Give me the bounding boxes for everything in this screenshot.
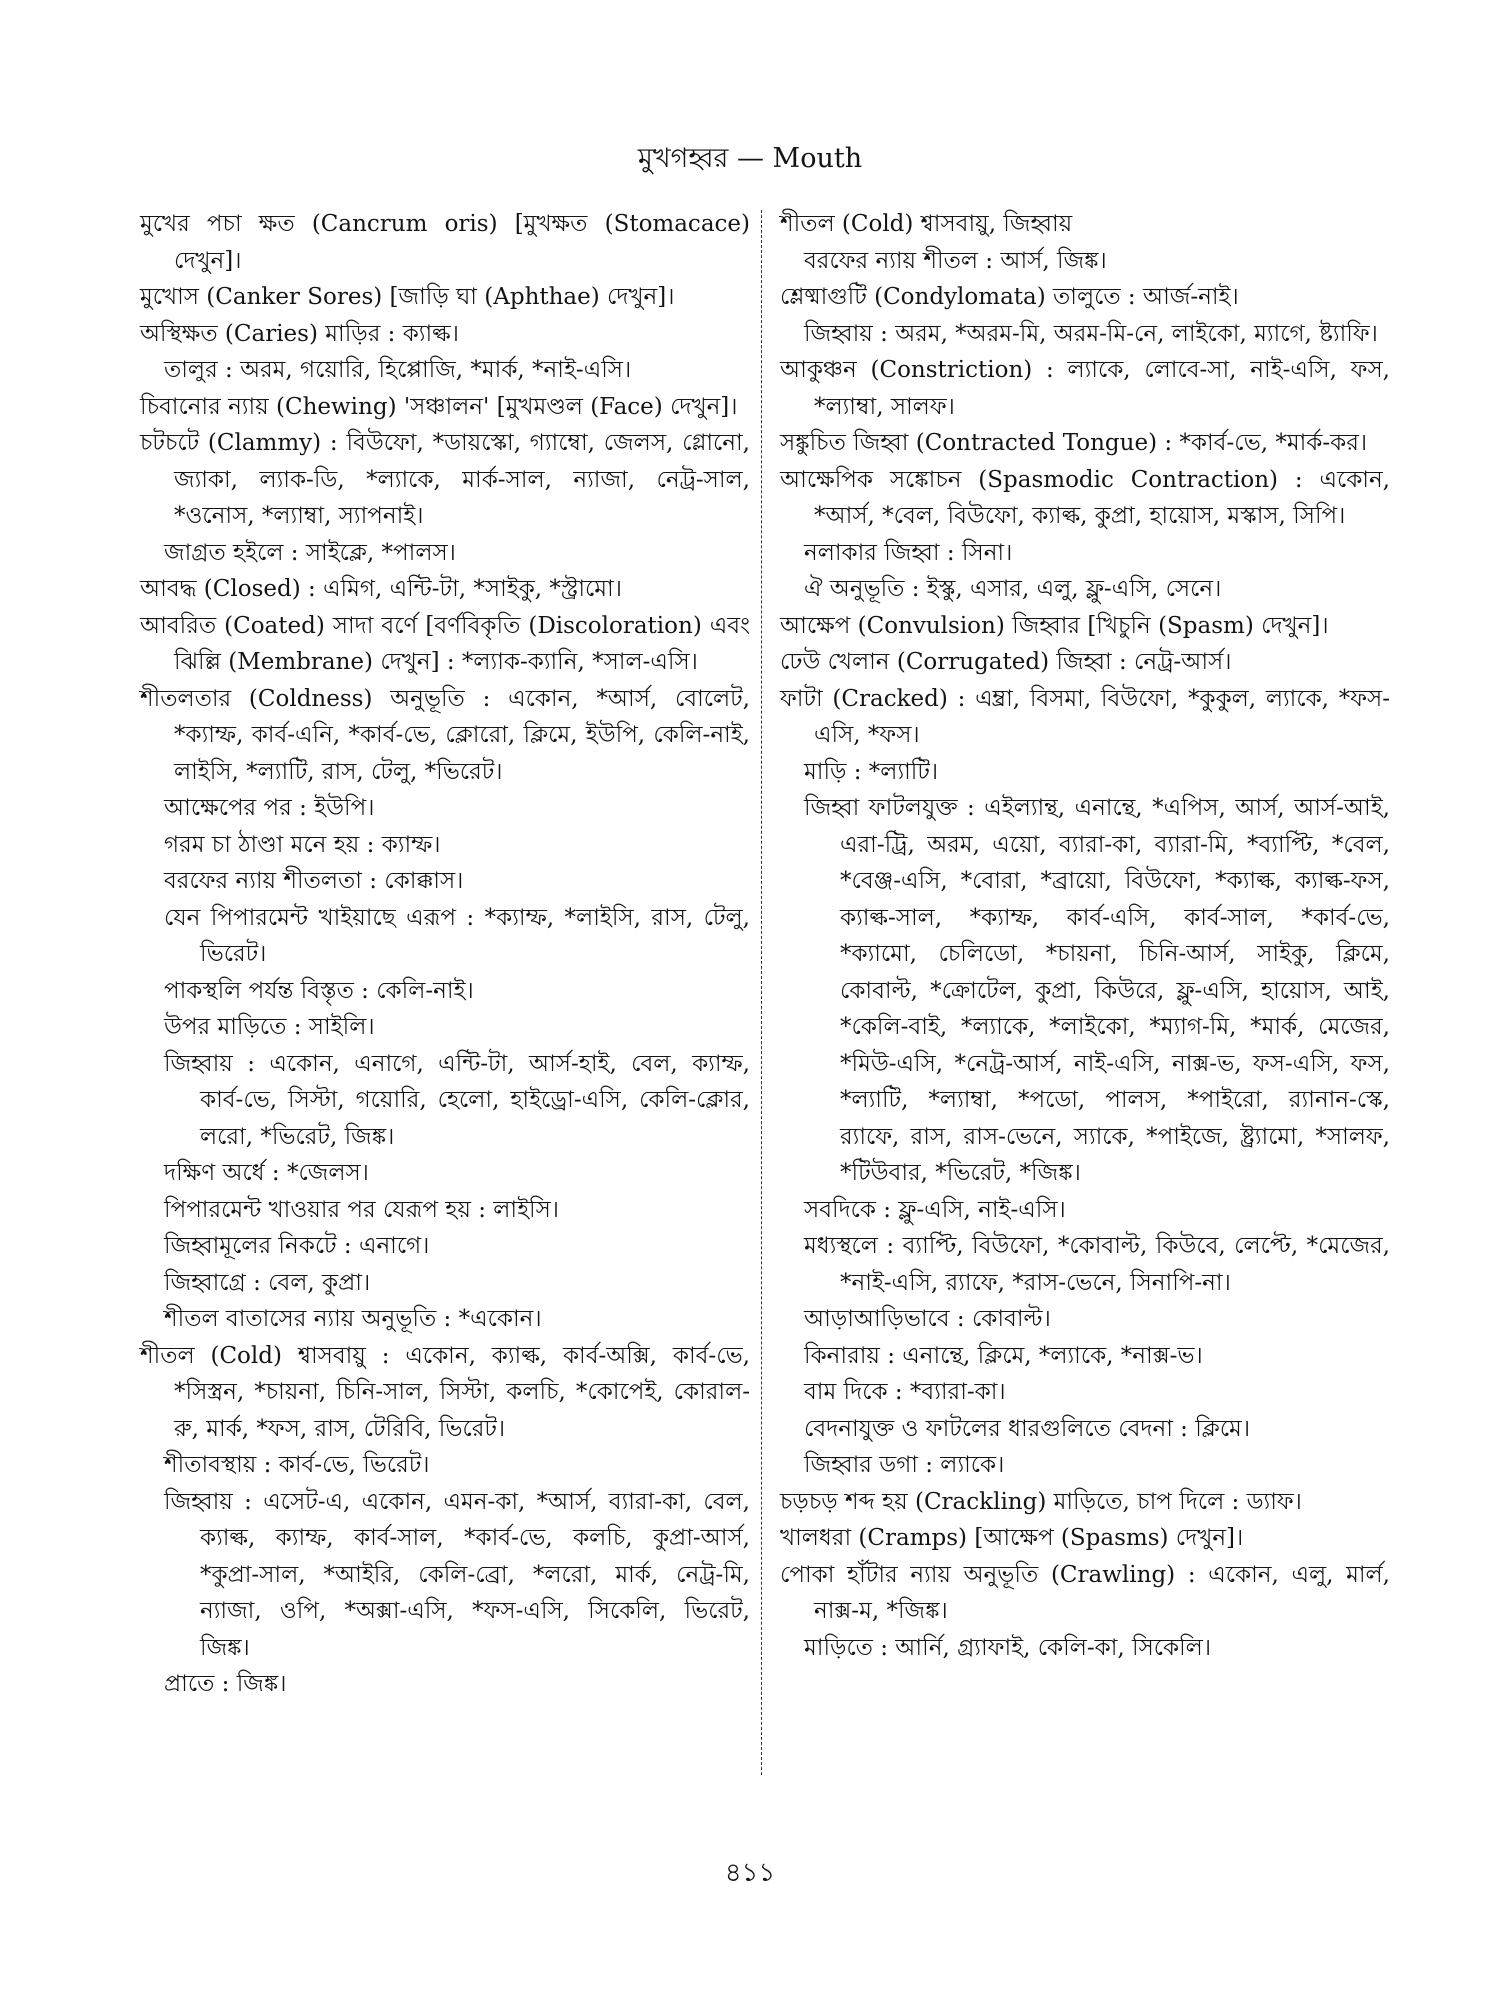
sub-entry: বাম দিকে : *ব্যারা-কা। xyxy=(804,1379,1006,1405)
sub-entry: পিপারমেন্ট খাওয়ার পর যেরূপ হয় : লাইসি। xyxy=(164,1196,560,1223)
page-number: ৪১১ xyxy=(724,1858,776,1888)
column-divider xyxy=(761,210,762,1775)
sub-entry: শীতল বাতাসের ন্যায় অনুভূতি : *একোন। xyxy=(164,1306,542,1332)
sub-entry: জিহ্বায় : একোন, এনাগে, এন্টি-টা, আর্স-হাই, বেল, ক্যাম্ফ, কার্ব-ভে, সিস্টা, গয়োরি, হেলো, হাইড্রো-এসি, কেলি-ক্লোর, লরো, *ভিরেট, জিঙ্ক। xyxy=(164,1050,750,1150)
rubric-entry: আক্ষেপিক সঙ্কোচন (Spasmodic Contraction) : একোন, *আর্স, *বেল, বিউফো, ক্যাল্ক, কুপ্রা, হায়োস, মস্কাস, সিপি। xyxy=(780,466,1390,529)
sub-entry: জিহ্বাগ্রে : বেল, কুপ্রা। xyxy=(164,1269,371,1296)
rubric-entry: অস্থিক্ষত (Caries) মাড়ির : ক্যাল্ক। xyxy=(140,320,459,347)
sub-entry: জিহ্বা ফাটলযুক্ত : এইল্যান্থ, এনান্থে, *এপিস, আর্স, আর্স-আই, এরা-ট্রি, অরম, এয়ো, ব্যারা-কা, ব্যারা-মি, *ব্যাপ্টি, *বেল, *বেঞ্জ-এসি, *বোরা, *ব্রায়ো, বিউফো, *ক্যাল্ক, ক্যাল্ক-ফস, ক্যাল্ক-সাল, *ক্যাম্ফ, কার্ব-এসি, কার্ব-সাল, *কার্ব-ভে, *ক্যামো, চেলিডো, *চায়না, চিনি-আর্স, সাইকু, ক্লিমে, কোবাল্ট, *ক্রোটেল, কুপ্রা, কিউরে, ফ্লু-এসি, হায়োস, আই, *কেলি-বাই, *ল্যাকে, *লাইকো, *ম্যাগ-মি, *মার্ক, মেজের, *মিউ-এসি, *নেট্র-আর্স, নাই-এসি, নাক্স-ভ, ফস-এসি, ফস, *ল্যাটি, *ল্যাম্বা, *পডো, পালস, *পাইরো, র‍্যানান-স্কে, র‍্যাফে, রাস, রাস-ভেনে, স্যাকে, *পাইজে, ষ্ট্র্যামো, *সালফ, *টিউবার, *ভিরেট, *জিঙ্ক। xyxy=(804,795,1390,1186)
sub-entry: তালুর : অরম, গয়োরি, হিপ্পোজি, *মার্ক, *নাই-এসি। xyxy=(164,357,632,383)
rubric-entry: শীতল (Cold) শ্বাসবায়ু, জিহ্বায় xyxy=(780,211,1073,237)
rubric-entry: শ্লেষ্মাগুটি (Condylomata) তালুতে : আর্জ-নাই। xyxy=(780,284,1239,310)
sub-entry: জাগ্রত হইলে : সাইক্লে, *পালস। xyxy=(164,539,456,566)
sub-entry: জিহ্বামূলের নিকটে : এনাগে। xyxy=(164,1233,430,1259)
sub-entry: বেদনাযুক্ত ও ফাটলের ধারগুলিতে বেদনা : ক্লিমে। xyxy=(804,1415,1251,1442)
rubric-entry: মুখোস (Canker Sores) [জাড়ি ঘা (Aphthae) দেখুন]। xyxy=(140,284,675,310)
sub-entry: দক্ষিণ অর্ধে : *জেলস। xyxy=(164,1160,369,1186)
sub-entry: মাড়িতে : আর্নি, গ্র্যাফাই, কেলি-কা, সিকেলি। xyxy=(804,1634,1212,1661)
sub-entry: কিনারায় : এনান্থে, ক্লিমে, *ল্যাকে, *নাক্স-ভ। xyxy=(804,1342,1203,1369)
sub-entry: গরম চা ঠাণ্ডা মনে হয় : ক্যাম্ফ। xyxy=(164,831,441,858)
rubric-entry: পোকা হাঁটার ন্যায় অনুভূতি (Crawling) : একোন, এলু, মার্ল, নাক্স-ম, *জিঙ্ক। xyxy=(780,1561,1390,1624)
rubric-entry: আবরিত (Coated) সাদা বর্ণে [বর্ণবিকৃতি (Discoloration) এবং ঝিল্লি (Membrane) দেখুন] : *ল্যাক-ক্যানি, *সাল-এসি। xyxy=(140,612,750,675)
sub-entry: শীতাবস্থায় : কার্ব-ভে, ভিরেট। xyxy=(164,1452,430,1478)
sub-entry: জিহ্বার ডগা : ল্যাকে। xyxy=(804,1452,1005,1478)
sub-entry: মাড়ি : *ল্যাটি। xyxy=(804,758,939,785)
running-header: মুখগহ্বর — Mouth xyxy=(637,143,863,174)
sub-entry: যেন পিপারমেন্ট খাইয়াছে এরূপ : *ক্যাম্ফ, *লাইসি, রাস, টেলু, ভিরেট। xyxy=(164,904,750,967)
sub-entry: মধ্যস্থলে : ব্যাপ্টি, বিউফো, *কোবাল্ট, কিউবে, লেপ্টে, *মেজের, *নাই-এসি, র‍্যাফে, *রাস-ভেনে, সিনাপি-না। xyxy=(804,1233,1390,1296)
rubric-entry: আক্ষেপ (Convulsion) জিহ্বার [খিচুনি (Spasm) দেখুন]। xyxy=(780,612,1329,639)
rubric-entry: মুখের পচা ক্ষত (Cancrum oris) [মুখক্ষত (Stomacace) দেখুন]। xyxy=(140,211,750,274)
sub-entry: সবদিকে : ফ্লু-এসি, নাই-এসি। xyxy=(804,1196,1066,1223)
sub-entry: আক্ষেপের পর : ইউপি। xyxy=(164,795,375,821)
rubric-entry: চিবানোর ন্যায় (Chewing) 'সঞ্চালন' [মুখমণ্ডল (Face) দেখুন]। xyxy=(140,393,738,420)
rubric-entry: ঢেউ খেলান (Corrugated) জিহ্বা : নেট্র-আর্স। xyxy=(780,649,1232,675)
right-column xyxy=(780,206,1390,1666)
sub-entry: বরফের ন্যায় শীতল : আর্স, জিঙ্ক। xyxy=(804,247,1107,274)
sub-entry: ঐ অনুভূতি : ইস্কু, এসার, এলু, ফ্লু-এসি, সেনে। xyxy=(804,576,1222,602)
rubric-entry: সঙ্কুচিত জিহ্বা (Contracted Tongue) : *কার্ব-ভে, *মার্ক-কর। xyxy=(780,430,1368,456)
rubric-entry: আবদ্ধ (Closed) : এমিগ, এন্টি-টা, *সাইকু, *স্ট্রামো। xyxy=(140,576,622,602)
rubric-entry: শীতল (Cold) শ্বাসবায়ু : একোন, ক্যাল্ক, কার্ব-অক্সি, কার্ব-ভে, *সিস্ত্রন, *চায়না, চিনি-সাল, সিস্টা, কলচি, *কোপেই, কোরাল-রু, মার্ক, *ফস, রাস, টেরিবি, ভিরেট। xyxy=(140,1342,750,1442)
sub-entry: জিহ্বায় : অরম, *অরম-মি, অরম-মি-নে, লাইকো, ম্যাগে, ষ্ট্যাফি। xyxy=(804,320,1378,347)
rubric-entry: খালধরা (Cramps) [আক্ষেপ (Spasms) দেখুন]। xyxy=(780,1525,1244,1551)
sub-entry: পাকস্থলি পর্যন্ত বিস্তৃত : কেলি-নাই। xyxy=(164,977,474,1004)
sub-entry: জিহ্বায় : এসেট-এ, একোন, এমন-কা, *আর্স, ব্যারা-কা, বেল, ক্যাল্ক, ক্যাম্ফ, কার্ব-সাল, *কার্ব-ভে, কলচি, কুপ্রা-আর্স, *কুপ্রা-সাল, *আইরি, কেলি-ব্রো, *লরো, মার্ক, নেট্র-মি, ন্যাজা, ওপি, *অক্সা-এসি, *ফস-এসি, সিকেলি, ভিরেট, জিঙ্ক। xyxy=(164,1488,750,1661)
sub-entry: বরফের ন্যায় শীতলতা : কোক্কাস। xyxy=(164,868,464,894)
rubric-entry: আকুঞ্চন (Constriction) : ল্যাকে, লোবে-সা, নাই-এসি, ফস, *ল্যাম্বা, সালফ। xyxy=(780,357,1390,420)
sub-entry: উপর মাড়িতে : সাইলি। xyxy=(164,1014,375,1040)
sub-entry: নলাকার জিহ্বা : সিনা। xyxy=(804,539,1013,566)
rubric-entry: চটচটে (Clammy) : বিউফো, *ডায়স্কো, গ্যাম্বো, জেলস, গ্লোনো, জ্যাকা, ল্যাক-ডি, *ল্যাকে, মার্ক-সাল, ন্যাজা, নেট্র-সাল, *ওনোস, *ল্যাম্বা, স্যাপনাই। xyxy=(140,430,750,529)
sub-entry: প্রাতে : জিঙ্ক। xyxy=(164,1671,287,1697)
rubric-entry: শীতলতার (Coldness) অনুভূতি : একোন, *আর্স, বোলেট, *ক্যাম্ফ, কার্ব-এনি, *কার্ব-ভে, ক্লোরো, ক্লিমে, ইউপি, কেলি-নাই, লাইসি, *ল্যাটি, রাস, টেলু, *ভিরেট। xyxy=(140,685,750,785)
rubric-entry: চড়চড় শব্দ হয় (Crackling) মাড়িতে, চাপ দিলে : ড্যাফ। xyxy=(780,1488,1302,1515)
left-column xyxy=(140,206,750,1703)
sub-entry: আড়াআড়িভাবে : কোবাল্ট। xyxy=(804,1306,1051,1332)
rubric-entry: ফাটা (Cracked) : এম্ব্রা, বিসমা, বিউফো, *কুকুল, ল্যাকে, *ফস-এসি, *ফস। xyxy=(780,685,1390,748)
